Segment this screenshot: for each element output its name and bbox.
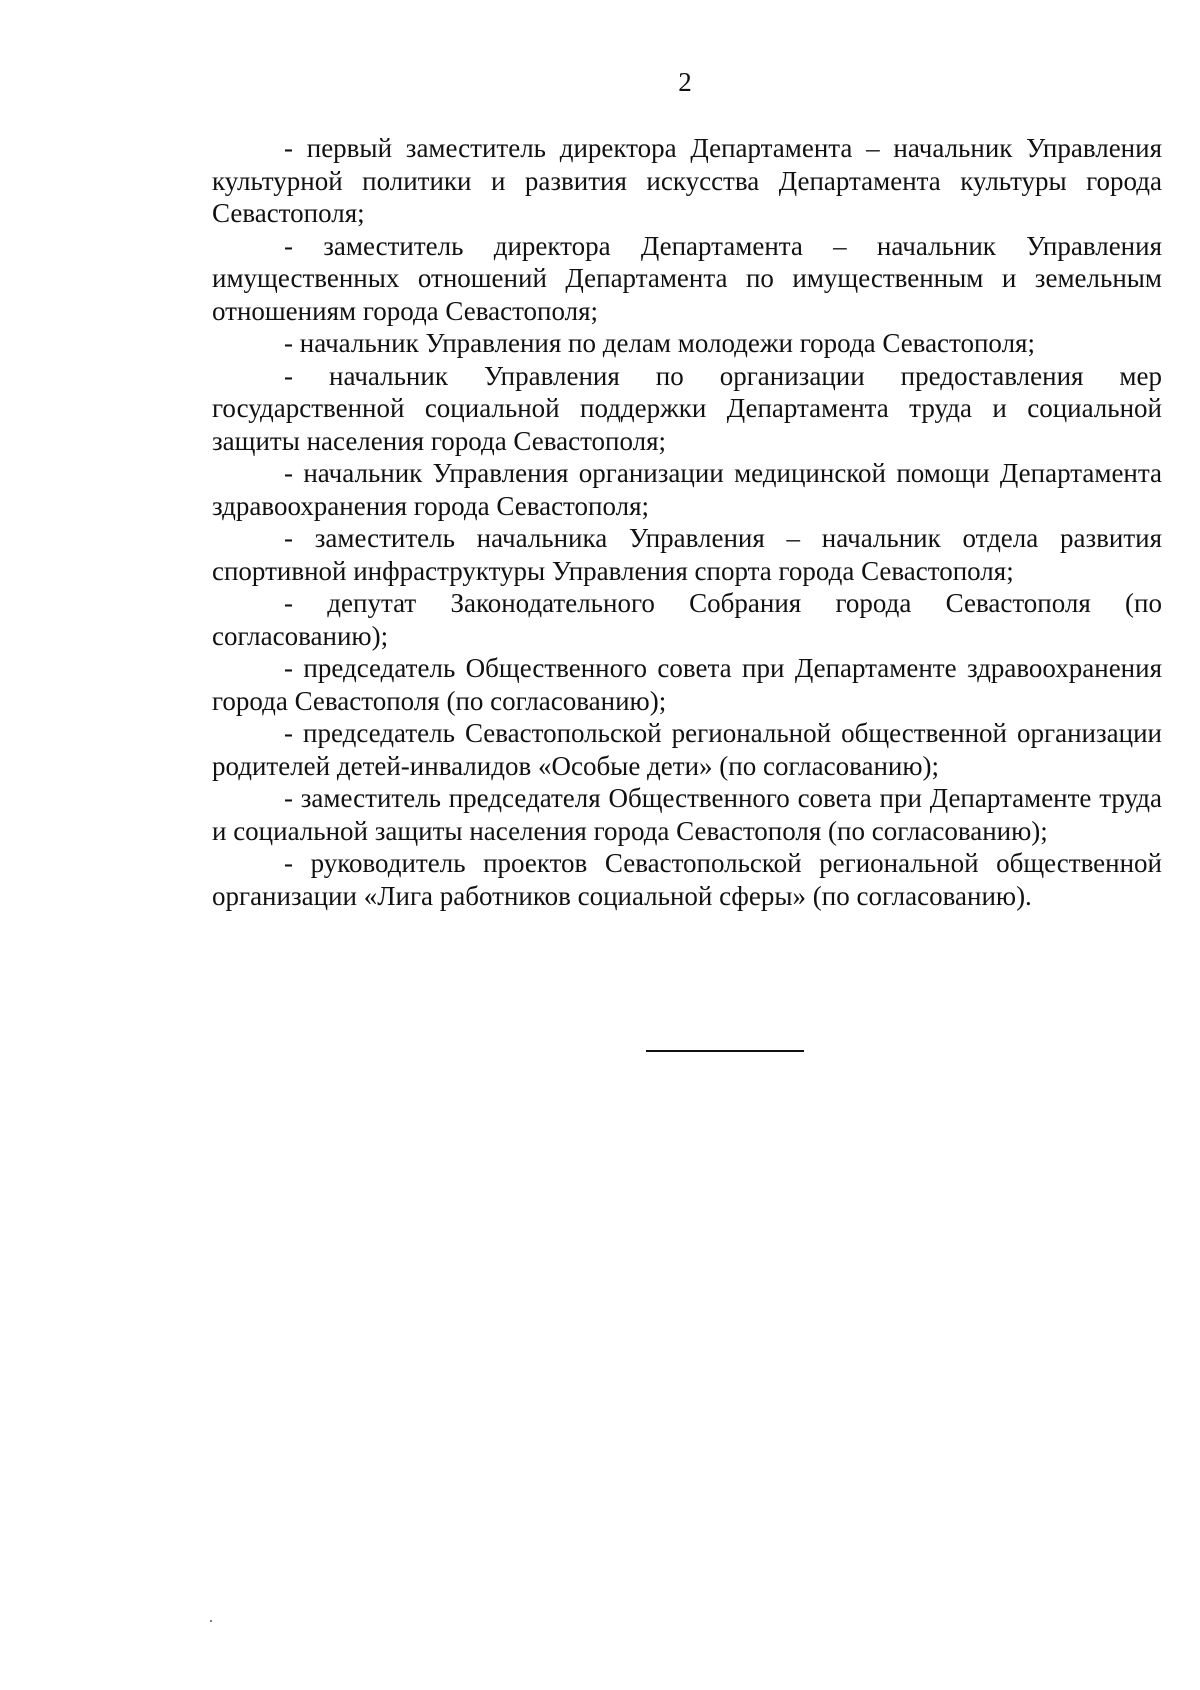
end-separator-line	[646, 1050, 804, 1052]
list-item: - руководитель проектов Севастопольской региональной общественной организации «Лига работников социальной сферы» (по согласованию).	[212, 848, 1162, 911]
list-item: - депутат Законодательного Собрания города Севастополя (по согласованию);	[212, 588, 1162, 651]
page-number: 2	[678, 67, 692, 97]
list-item: - начальник Управления по организации предоставления мер государственной социальной поддержки Департамента труда и социальной защиты населения города Севастополя;	[212, 360, 1162, 456]
list-item: - председатель Севастопольской региональной общественной организации родителей детей-инвалидов «Особые дети» (по согласованию);	[212, 718, 1162, 781]
list-item: - заместитель председателя Общественного совета при Департаменте труда и социальной защиты населения города Севастополя (по согласованию);	[212, 783, 1162, 846]
list-item: - заместитель директора Департамента – начальник Управления имущественных отношений Департамента по имущественным и земельным отношениям города Севастополя;	[212, 230, 1162, 326]
list-item: - первый заместитель директора Департамента – начальник Управления культурной политики и развития искусства Департамента культуры города Севастополя;	[212, 133, 1162, 228]
list-item: - председатель Общественного совета при Департаменте здравоохранения города Севастополя (по согласованию);	[212, 653, 1162, 716]
member-list	[212, 132, 1162, 912]
list-item: - начальник Управления организации медицинской помощи Департамента здравоохранения города Севастополя;	[212, 458, 1162, 521]
scan-speck	[210, 1620, 212, 1622]
list-item: - заместитель начальника Управления – начальник отдела развития спортивной инфраструктуры Управления спорта города Севастополя;	[212, 523, 1162, 586]
list-item: - начальник Управления по делам молодежи города Севастополя;	[284, 328, 1035, 358]
